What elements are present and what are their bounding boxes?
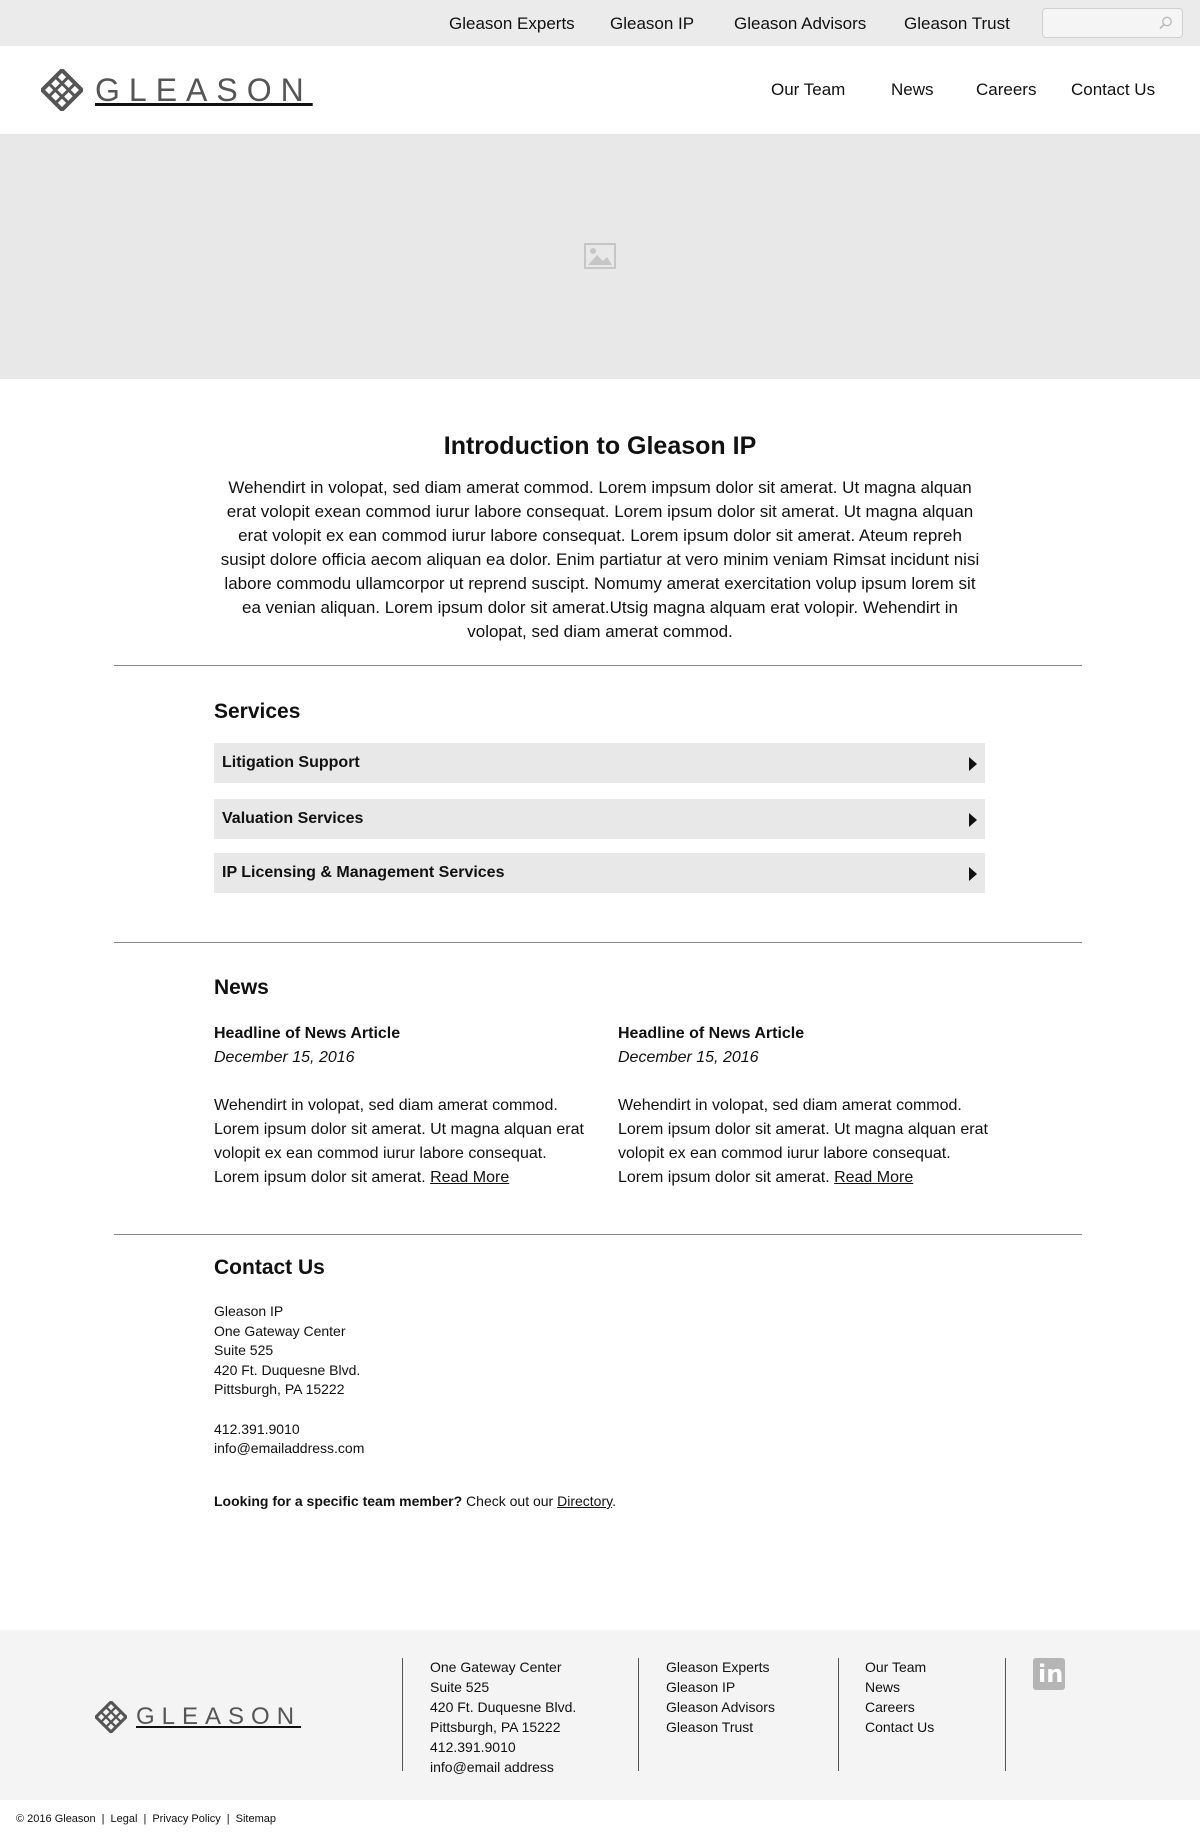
separator: | — [143, 1813, 147, 1825]
footer-address-line: 420 Ft. Duquesne Blvd. — [430, 1699, 577, 1715]
directory-prompt-end: . — [612, 1493, 616, 1509]
directory-link[interactable]: Directory — [557, 1493, 613, 1509]
footer-address-line: Pittsburgh, PA 15222 — [430, 1719, 561, 1735]
address-line: Pittsburgh, PA 15222 — [214, 1381, 345, 1398]
read-more-link[interactable]: Read More — [430, 1169, 510, 1186]
gleason-logo-mark-icon — [95, 1701, 127, 1733]
footer-link-gleason-experts[interactable]: Gleason Experts — [666, 1659, 770, 1675]
read-more-link[interactable]: Read More — [834, 1169, 914, 1186]
section-divider — [114, 665, 1082, 666]
footer-phone: 412.391.9010 — [430, 1739, 516, 1755]
news-body-text: Wehendirt in volopat, sed diam amerat commod. Lorem ipsum dolor sit amerat. Ut magna alquan erat volopit ex ean commod iurur labore consequat. Lorem ipsum dolor sit amerat. — [618, 1097, 988, 1186]
footer-divider — [402, 1658, 403, 1771]
footer-address — [430, 1657, 576, 1777]
separator: | — [226, 1813, 230, 1825]
contact-phone: 412.391.9010 — [214, 1420, 300, 1437]
hero-image — [0, 134, 1200, 379]
news-headline: Headline of News Article — [618, 1025, 805, 1042]
section-divider — [114, 1234, 1082, 1235]
legal-link[interactable]: Legal — [110, 1813, 138, 1825]
footer-link-contact-us[interactable]: Contact Us — [865, 1719, 935, 1735]
footer-link-gleason-ip[interactable]: Gleason IP — [666, 1679, 736, 1695]
search-box — [1042, 8, 1183, 38]
address-line: 420 Ft. Duquesne Blvd. — [214, 1361, 361, 1378]
spacer — [214, 1400, 364, 1420]
service-label: IP Licensing & Management Services — [222, 864, 505, 881]
news-date: December 15, 2016 — [214, 1049, 355, 1066]
news-date: December 15, 2016 — [618, 1049, 759, 1066]
search-icon[interactable] — [1158, 15, 1174, 31]
news-headline: Headline of News Article — [214, 1025, 401, 1042]
logo-wordmark: GLEASON — [136, 1703, 302, 1730]
footer-link-news[interactable]: News — [865, 1679, 901, 1695]
nav-contact-us[interactable]: Contact Us — [1071, 80, 1156, 99]
image-placeholder-icon — [584, 243, 616, 269]
address-line: Gleason IP — [214, 1303, 284, 1319]
top-utility-bar — [0, 0, 1200, 46]
site-link-gleason-experts[interactable]: Gleason Experts — [449, 14, 575, 33]
privacy-policy-link[interactable]: Privacy Policy — [152, 1813, 221, 1825]
service-valuation-services[interactable] — [214, 799, 985, 839]
caret-right-icon — [969, 757, 977, 771]
news-article — [214, 1022, 594, 1190]
nav-careers[interactable]: Careers — [976, 80, 1037, 99]
contact-title: Contact Us — [214, 1256, 325, 1279]
site-link-gleason-trust[interactable]: Gleason Trust — [904, 14, 1010, 33]
nav-news[interactable]: News — [891, 80, 934, 99]
site-link-gleason-ip[interactable]: Gleason IP — [610, 14, 695, 33]
linkedin-icon[interactable] — [1033, 1658, 1065, 1690]
nav-our-team[interactable]: Our Team — [771, 80, 846, 99]
sitemap-link[interactable]: Sitemap — [235, 1813, 276, 1825]
copyright: © 2016 Gleason — [16, 1813, 96, 1825]
separator: | — [101, 1813, 105, 1825]
directory-prompt-text: Check out our — [462, 1493, 558, 1509]
caret-right-icon — [969, 813, 977, 827]
gleason-logo-mark-icon — [41, 69, 83, 111]
section-divider — [114, 942, 1082, 943]
footer-divider — [838, 1658, 839, 1771]
service-label: Litigation Support — [222, 754, 360, 771]
footer-link-careers[interactable]: Careers — [865, 1699, 915, 1715]
news-title: News — [214, 976, 269, 999]
footer-link-gleason-advisors[interactable]: Gleason Advisors — [666, 1699, 775, 1715]
footer-logo[interactable] — [95, 1701, 301, 1733]
footer-address-line: Suite 525 — [430, 1679, 490, 1695]
footer-email: info@email address — [430, 1759, 554, 1775]
footer-nav — [865, 1657, 934, 1737]
intro-title: Introduction to Gleason IP — [443, 432, 757, 460]
logo-wordmark: GLEASON — [95, 71, 313, 108]
address-line: One Gateway Center — [214, 1322, 346, 1339]
footer-address-line: One Gateway Center — [430, 1659, 562, 1675]
contact-email: info@emailaddress.com — [214, 1440, 365, 1457]
search-input[interactable] — [1043, 9, 1153, 37]
footer-sites — [666, 1657, 775, 1737]
services-title: Services — [214, 700, 301, 723]
service-litigation-support[interactable] — [214, 743, 985, 783]
site-footer — [0, 1630, 1200, 1800]
service-ip-licensing[interactable] — [214, 853, 985, 893]
footer-link-gleason-trust[interactable]: Gleason Trust — [666, 1719, 754, 1735]
news-body — [618, 1094, 998, 1190]
site-header — [0, 46, 1200, 134]
footer-divider — [638, 1658, 639, 1771]
caret-right-icon — [969, 867, 977, 881]
directory-prompt-bold: Looking for a specific team member? — [214, 1493, 463, 1509]
linkedin-letters: in — [1038, 1660, 1064, 1688]
footer-link-our-team[interactable]: Our Team — [865, 1659, 927, 1675]
legal-bar — [16, 1813, 276, 1825]
news-article — [618, 1022, 998, 1190]
header-logo[interactable] — [41, 69, 313, 111]
site-link-gleason-advisors[interactable]: Gleason Advisors — [734, 14, 867, 33]
service-label: Valuation Services — [222, 810, 364, 827]
intro-body: Wehendirt in volopat, sed diam amerat commod. Lorem impsum dolor sit amerat. Ut magna alquan erat volopit exean commod iurur labore consequat. Lorem ipsum dolor sit amerat. Ut magna alquan erat volopit ex ean commod iurur labore consequat. Lorem ipsum dolor sit amerat. Ateum repreh susipt dolore officia aecom aliquan ea dolor. Enim partiatur at vero minim veniam Rimsat incidunt nisi labore commodu ullamcorpor ut reprend suscipt. Nomumy amerat exercitation volup ipsum lorem sit ea venian aliquan. Lorem ipsum dolor sit amerat.Utsig magna alquam erat volopir. Wehendirt in volopat, sed diam amerat commod. — [220, 478, 980, 641]
news-body-text: Wehendirt in volopat, sed diam amerat commod. Lorem ipsum dolor sit amerat. Ut magna alquan erat volopit ex ean commod iurur labore consequat. Lorem ipsum dolor sit amerat. — [214, 1097, 584, 1186]
directory-prompt — [214, 1493, 616, 1509]
news-body — [214, 1094, 594, 1190]
address-line: Suite 525 — [214, 1342, 274, 1359]
footer-divider — [1005, 1658, 1006, 1771]
contact-address — [214, 1302, 364, 1459]
